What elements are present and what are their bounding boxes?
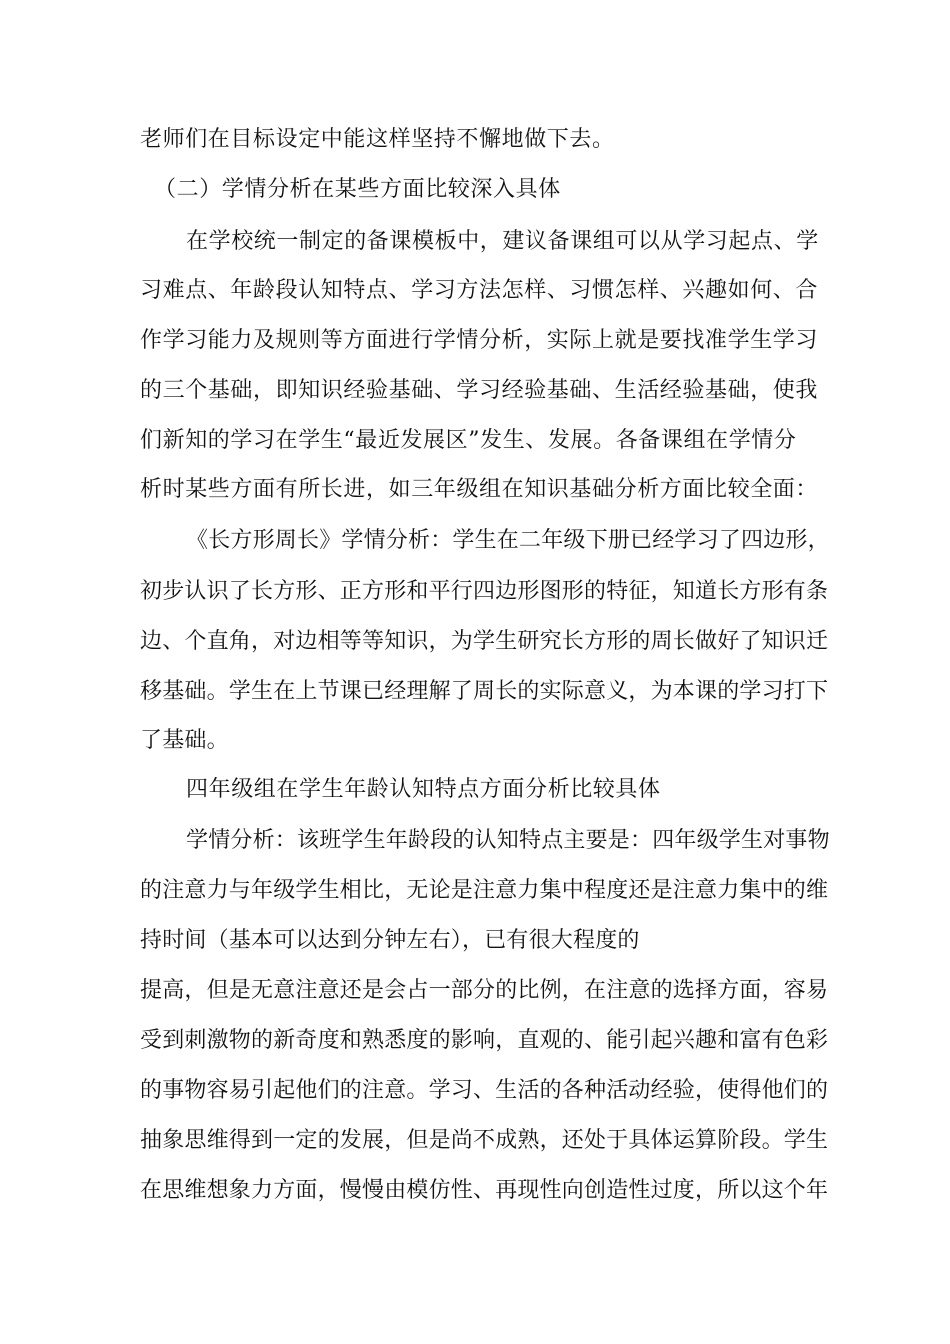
- paragraph-3-line-5: 了基础。: [140, 728, 229, 753]
- paragraph-3-line-3: 边、个直角，对边相等等知识，为学生研究长方形的周长做好了知识迁: [140, 629, 829, 654]
- paragraph-3-line-4: 移基础。学生在上节课已经理解了周长的实际意义，为本课的学习打下: [140, 679, 829, 704]
- section-heading: （二）学情分析在某些方面比较深入具体: [154, 177, 561, 202]
- paragraph-2-line-1: 在学校统一制定的备课模板中，建议备课组可以从学习起点、学: [186, 229, 819, 254]
- paragraph-1-line-1: 老师们在目标设定中能这样坚持不懈地做下去。: [140, 127, 615, 152]
- paragraph-2-line-2: 习难点、年龄段认知特点、学习方法怎样、习惯怎样、兴趣如何、合: [140, 278, 819, 303]
- paragraph-2-line-6: 析时某些方面有所长进，如三年级组在知识基础分析方面比较全面：: [140, 477, 819, 502]
- paragraph-5-line-2: 的注意力与年级学生相比，无论是注意力集中程度还是注意力集中的维: [140, 878, 829, 903]
- paragraph-5-line-3: 持时间（基本可以达到分钟左右），已有很大程度的: [140, 928, 640, 953]
- paragraph-2-line-3: 作学习能力及规则等方面进行学情分析，实际上就是要找准学生学习: [140, 328, 819, 353]
- paragraph-5-line-6: 的事物容易引起他们的注意。学习、生活的各种活动经验，使得他们的: [140, 1078, 829, 1103]
- paragraph-4-line-1: 四年级组在学生年龄认知特点方面分析比较具体: [186, 777, 661, 802]
- paragraph-5-line-7: 抽象思维得到一定的发展，但是尚不成熟，还处于具体运算阶段。学生: [140, 1128, 829, 1153]
- paragraph-5-line-8: 在思维想象力方面，慢慢由模仿性、再现性向创造性过度，所以这个年: [140, 1178, 829, 1203]
- paragraph-2-line-4: 的三个基础，即知识经验基础、学习经验基础、生活经验基础，使我: [140, 378, 819, 403]
- paragraph-3-line-2: 初步认识了长方形、正方形和平行四边形图形的特征，知道长方形有条: [140, 579, 829, 604]
- paragraph-3-line-1: 《长方形周长》学情分析：学生在二年级下册已经学习了四边形，: [186, 528, 830, 553]
- paragraph-5-line-1: 学情分析：该班学生年龄段的认知特点主要是：四年级学生对事物: [186, 828, 830, 853]
- paragraph-2-line-5: 们新知的学习在学生“最近发展区”发生、发展。各备课组在学情分: [140, 428, 797, 453]
- paragraph-5-line-4: 提高，但是无意注意还是会占一部分的比例，在注意的选择方面，容易: [140, 978, 829, 1003]
- paragraph-5-line-5: 受到刺激物的新奇度和熟悉度的影响，直观的、能引起兴趣和富有色彩: [140, 1028, 829, 1053]
